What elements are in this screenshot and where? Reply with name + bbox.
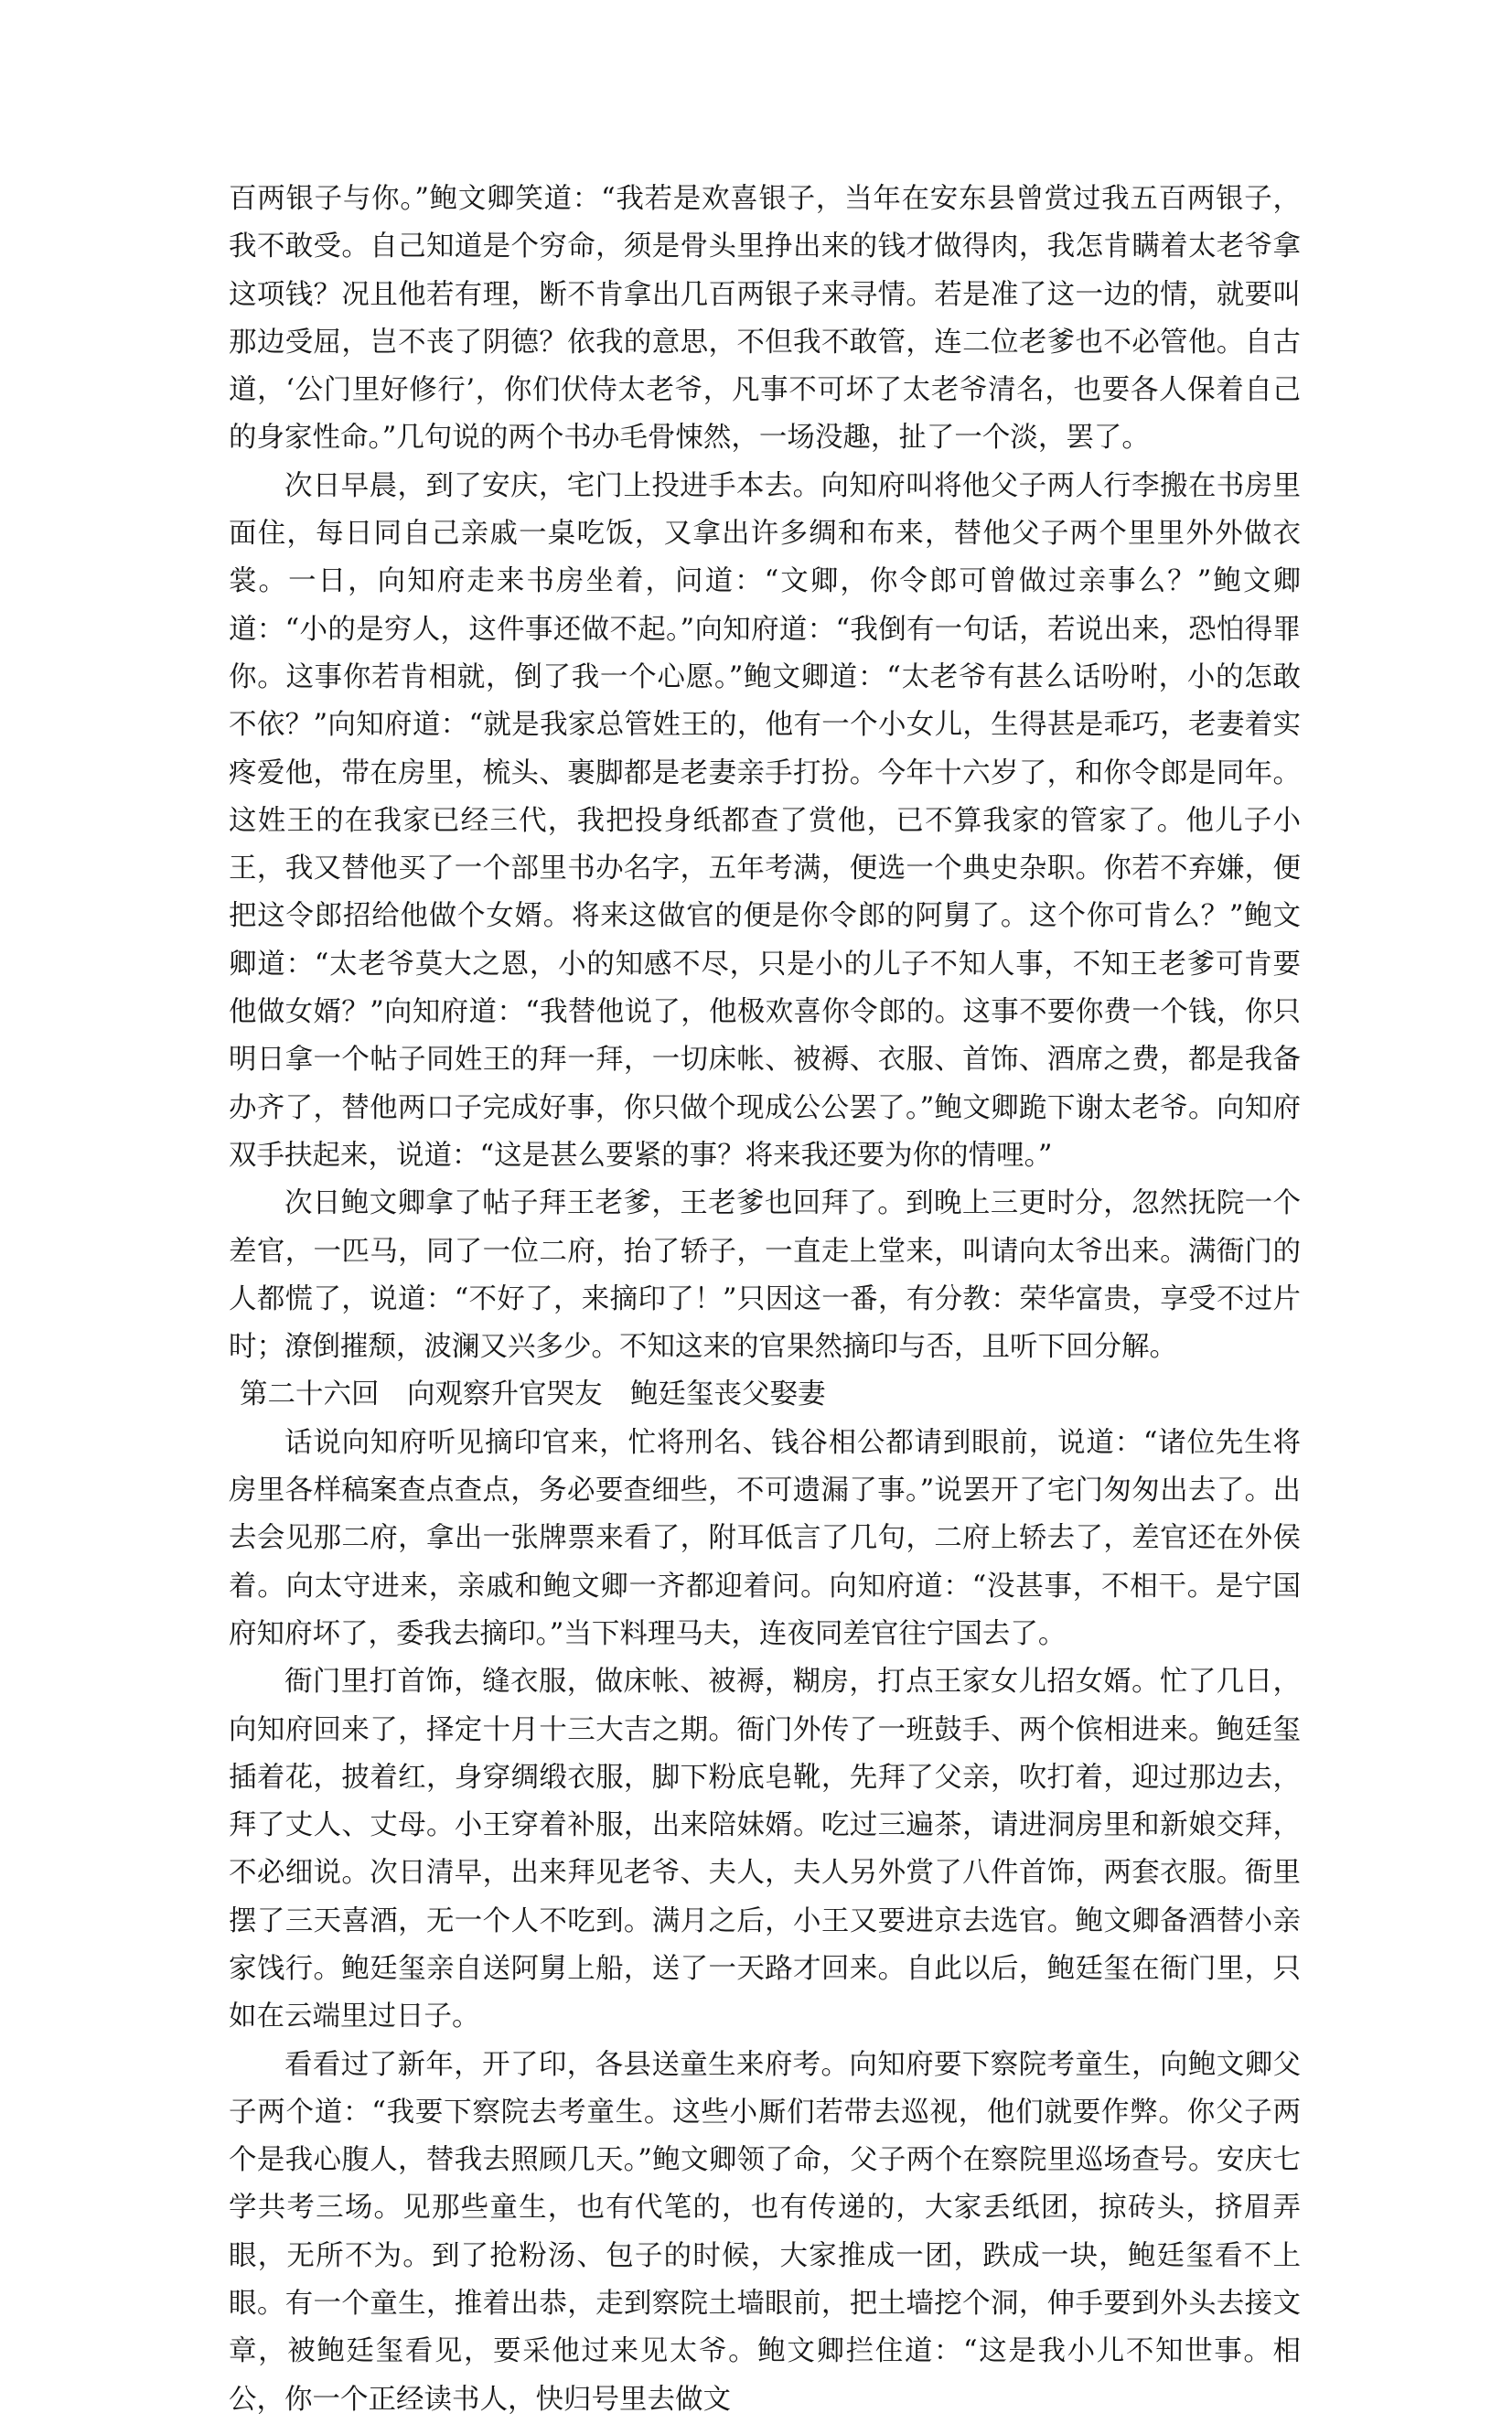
body-text: [229, 176, 1301, 2424]
paragraph-marriage-proposal: 次日早晨，到了安庆，宅门上投进手本去。向知府叫将他父子两人行李搬在书房里面住，每日同自己亲戚一桌吃饭，又拿出许多绸和布来，替他父子两个里里外外做衣裳。一日，向知府走来书房坐着，问道：“文卿，你令郎可曾做过亲事么？”鲍文卿道：“小的是穷人，这件事还做不起。”向知府道：“我倒有一句话，若说出来，恐怕得罪你。这事你若肯相就，倒了我一个心愿。”鲍文卿道：“太老爷有甚么话吩咐，小的怎敢不依？”向知府道：“就是我家总管姓王的，他有一个小女儿，生得甚是乖巧，老妻着实疼爱他，带在房里，梳头、裹脚都是老妻亲手打扮。今年十六岁了，和你令郎是同年。这姓王的在我家已经三代，我把投身纸都查了赏他，已不算我家的管家了。他儿子小王，我又替他买了一个部里书办名字，五年考满，便选一个典史杂职。你若不弃嫌，便把这令郎招给他做个女婿。将来这做官的便是你令郎的阿舅了。这个你可肯么？”鲍文卿道：“太老爷莫大之恩，小的知感不尽，只是小的儿子不知人事，不知王老爹可肯要他做女婿？”向知府道：“我替他说了，他极欢喜你令郎的。这事不要你费一个钱，你只明日拿一个帖子同姓王的拜一拜，一切床帐、被褥、衣服、首饰、酒席之费，都是我备办齐了，替他两口子完成好事，你只做个现成公公罢了。”鲍文卿跪下谢太老爷。向知府双手扶起来，说道：“这是甚么要紧的事？将来我还要为你的情哩。”: [229, 469, 1301, 1172]
paragraph-continuation: 百两银子与你。”鲍文卿笑道：“我若是欢喜银子，当年在安东县曾赏过我五百两银子，我不敢受。自己知道是个穷命，须是骨头里挣出来的钱才做得肉，我怎肯瞒着太老爷拿这项钱？况且他若有理，断不肯拿出几百两银子来寻情。若是准了这一边的情，就要叫那边受屈，岂不丧了阴德？依我的意思，不但我不敢管，连二位老爹也不必管他。自古道，‘公门里好修行’，你们伏侍太老爷，凡事不可坏了太老爷清名，也要各人保着自己的身家性命。”几句说的两个书办毛骨悚然，一场没趣，扯了一个淡，罢了。: [229, 183, 1301, 455]
paragraph-chapter-opening: 话说向知府听见摘印官来，忙将刑名、钱谷相公都请到眼前，说道：“诸位先生将房里各样稿案查点查点，务必要查细些，不可遗漏了事。”说罢开了宅门匆匆出去了。出去会见那二府，拿出一张牌票来看了，附耳低言了几句，二府上轿去了，差官还在外侯着。向太守进来，亲戚和鲍文卿一齐都迎着问。向知府道：“没甚事，不相干。是宁国府知府坏了，委我去摘印。”当下料理马夫，连夜同差官往宁国去了。: [229, 1426, 1301, 1650]
paragraph-wedding: 衙门里打首饰，缝衣服，做床帐、被褥，糊房，打点王家女儿招女婿。忙了几日，向知府回来了，择定十月十三大吉之期。衙门外传了一班鼓手、两个傧相进来。鲍廷玺插着花，披着红，身穿绸缎衣服，脚下粉底皂靴，先拜了父亲，吹打着，迎过那边去，拜了丈人、丈母。小王穿着补服，出来陪妹婿。吃过三遍茶，请进洞房里和新娘交拜，不必细说。次日清早，出来拜见老爷、夫人，夫人另外赏了八件首饰，两套衣服。衙里摆了三天喜酒，无一个人不吃到。满月之后，小王又要进京去选官。鲍文卿备酒替小亲家饯行。鲍廷玺亲自送阿舅上船，送了一天路才回来。自此以后，鲍廷玺在衙门里，只如在云端里过日子。: [229, 1666, 1301, 2033]
paragraph-exam: 看看过了新年，开了印，各县送童生来府考。向知府要下察院考童生，向鲍文卿父子两个道：“我要下察院去考童生。这些小厮们若带去巡视，他们就要作弊。你父子两个是我心腹人，替我去照顾几天。”鲍文卿领了命，父子两个在察院里巡场查号。安庆七学共考三场。见那些童生，也有代笔的，也有传递的，大家丢纸团，掠砖头，挤眉弄眼，无所不为。到了抢粉汤、包子的时候，大家推成一团，跌成一块，鲍廷玺看不上眼。有一个童生，推着出恭，走到察院土墙眼前，把土墙挖个洞，伸手要到外头去接文章，被鲍廷玺看见，要采他过来见太爷。鲍文卿拦住道：“这是我小儿不知世事。相公，你一个正经读书人，快归号里去做文: [229, 2048, 1301, 2416]
paragraph-seal-removal: 次日鲍文卿拿了帖子拜王老爹，王老爹也回拜了。到晚上三更时分，忽然抚院一个差官，一匹马，同了一位二府，抬了轿子，一直走上堂来，叫请向太爷出来。满衙门的人都慌了，说道：“不好了，来摘印了！”只因这一番，有分教：荣华富贵，享受不过片时；潦倒摧颓，波澜又兴多少。不知这来的官果然摘印与否，且听下回分解。: [229, 1187, 1301, 1364]
chapter-title: 第二十六回 向观察升官哭友 鲍廷玺丧父娶妻: [240, 1378, 826, 1411]
